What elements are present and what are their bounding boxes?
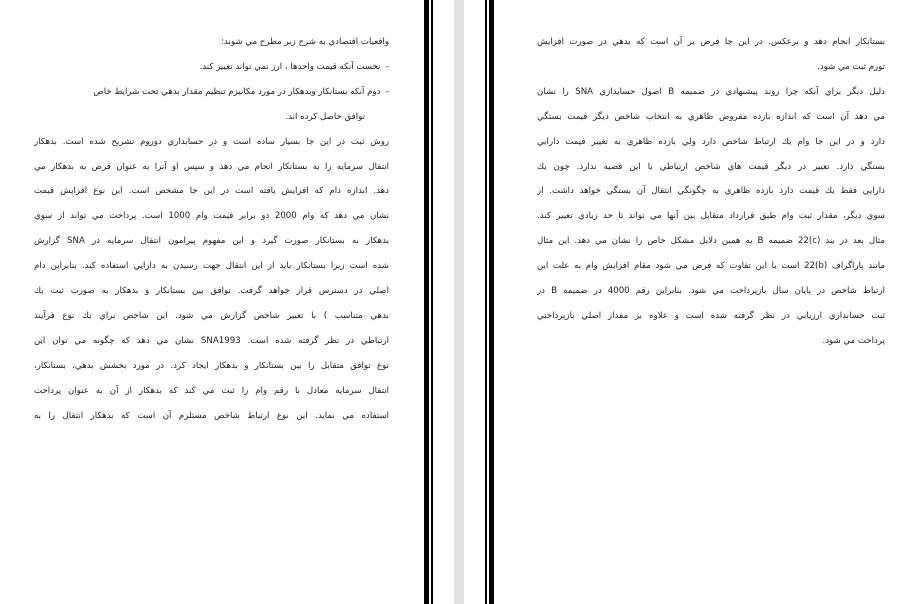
paragraph-line: دارايي فقط يك قيمت دارد بازده ظاهري به چگونگي انتقال آن بستگي خواهد داشت. از bbox=[537, 186, 885, 197]
paragraph-line: مانند پاراگراف (b)22 است با اين تفاوت كه فرض مي شود مقام افزايش وام به علت اين bbox=[537, 261, 885, 272]
paragraph-line: نشان مي دهد كه وام 2000 دو برابر قيمت وام 1000 است. پرداخت مي تواند از سوي bbox=[34, 211, 389, 222]
paragraph-line: شده است زيرا بستانكار بايد از اين انتقال جهت رسيدن به دارايي استفاده كند. بنابراين دام bbox=[34, 261, 389, 272]
bullet-item bbox=[34, 55, 389, 80]
document-page-right bbox=[494, 0, 919, 604]
paragraph-line: نوع توافق متقابل را بين بستانكار و بدهكار ايجاد كرد. در مورد بخشش بدهي، بستانكار، bbox=[34, 360, 389, 371]
paragraph-line: ارتباطي در نظر گرفته شده است. SNA1993 نشان مي دهد كه چگونه مي توان اين bbox=[34, 335, 389, 346]
paragraph-line: دهد. اندازه دام كه افزايش يافته است در اين جا مشخص است. اين نوع افزايش قيمت bbox=[34, 186, 389, 197]
intro-line: واقعيات اقتصادي به شرح زير مطرح مي شوند: bbox=[221, 37, 389, 47]
paragraph-line: روش ثبت در اين جا بسيار ساده است و در حسابداري دوروم تشريح شده است. بدهكار bbox=[34, 136, 389, 147]
bullet-item bbox=[34, 80, 389, 105]
bullet-text: دوم آنكه بستانكار وبدهكار در مورد مكانيزم تنظيم مقدار بدهي تحت شرايط خاص bbox=[93, 86, 381, 97]
paragraph-line: دارد و در اين جا وام يك ارتباط شاخص دارد ولي بازده ظاهري به تغيير قيمت دارايي bbox=[537, 136, 885, 147]
paragraph-line: اصلي در دسترس قرار خواهد گرفت. توافق بين بستانكار و بدهكار به صورت ثبت يك bbox=[34, 286, 389, 297]
bullet-text: نخست آنكه قيمت واحدها ، ارز نمي تواند تغيير كند. bbox=[199, 61, 381, 72]
paragraph-line: بدهكار به بستانكار صورت گيرد و اين مفهوم پيرامون انتقال سرمايه در SNA گزارش bbox=[34, 236, 389, 247]
paragraph-line: استفاده مي نمايد. اين نوع ارتباط شاخص مستلزم آن است كه بدهكار انتقال را به bbox=[34, 410, 389, 421]
page-separator bbox=[454, 0, 464, 604]
paragraph-line: ارتباط شاخص در پايان سال بازپرداخت مي شود. بنابراين رقم 4000 در ضميمه B در bbox=[537, 286, 885, 297]
page-gutter bbox=[424, 0, 494, 604]
paragraph-line: انتقال سرمايه را به بستانكار انجام مي دهد و سپس او آنرا به عنوان قرض به بدهكار مي bbox=[34, 161, 389, 172]
page-border-left-inner bbox=[431, 0, 433, 604]
page-border-right-inner bbox=[485, 0, 487, 604]
paragraph-line: بستانكار انجام دهد و برعكس. در اين جا فرض بر آن است كه بدهي در صورت افزايش bbox=[537, 37, 885, 47]
bullet-mark: - bbox=[385, 86, 389, 97]
document-page-left bbox=[0, 0, 424, 604]
paragraph-line: مي دهد آن است كه اندازه بازده مفروض ظاهري به انتخاب شاخص ديگر قيمت بستگي bbox=[537, 111, 885, 122]
right-page-text bbox=[537, 30, 885, 354]
paragraph-line: بدهي متناسب ) با تغيير شاخص گزارش مي شود. اين شاخص براي يك نوع فرآيند bbox=[34, 310, 389, 321]
paragraph-line: مثال بعد در بند (c)22 ضميمه B به همين دلايل مشكل خاص را نشان مي دهد. اين مثال bbox=[537, 236, 885, 247]
page-border-left bbox=[424, 0, 429, 604]
paragraph-line: انتقال سرمايه معادل با رقم وام را ثبت مي كند كه بدهكار از آن به عنوان پرداخت bbox=[34, 385, 389, 396]
paragraph-line: ثبت حسابداري ارزيابي در نظر گرفته شده است و علاوه بر مقدار اصلي بازپرداختي bbox=[537, 310, 885, 321]
bullet-continuation: توافق حاصل كرده اند. bbox=[285, 111, 365, 122]
left-page-text bbox=[34, 30, 389, 429]
paragraph-line: تورم ثبت مي شود. bbox=[817, 61, 885, 72]
paragraph-line: بستگي دارد. تغيير در ديگر قيمت هاي شاخص ارتباطي با اين قضيه ندارد. چون يك bbox=[537, 161, 885, 172]
paragraph-line: سوي ديگر، مقدار ثبت وام طبق قرارداد متقابل بين آنها مي تواند تا حد زيادي تغيير كند. bbox=[537, 211, 885, 222]
paragraph-line: پرداخت مي شود. bbox=[822, 335, 885, 346]
paragraph-line: دليل ديگر براي آنكه چرا روند پيشنهادي در ضميمه B اصول حسابداري SNA را نشان bbox=[537, 86, 885, 97]
bullet-mark: - bbox=[385, 61, 389, 72]
